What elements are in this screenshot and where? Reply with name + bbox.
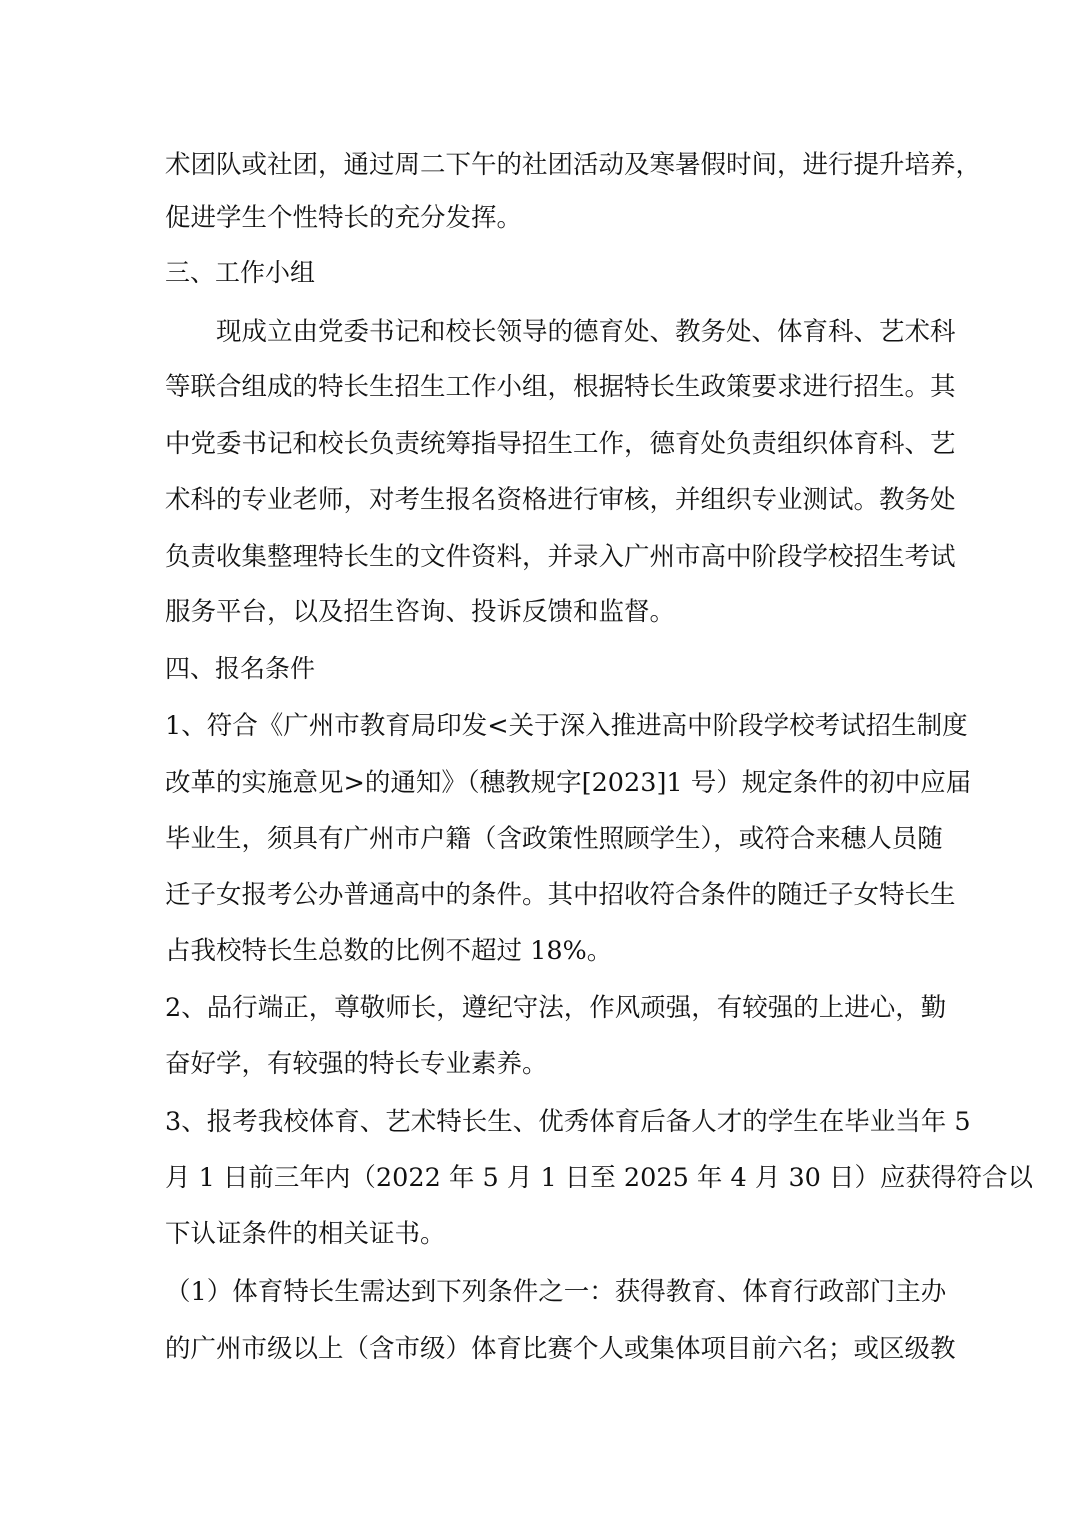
- paragraph-line: 负责收集整理特长生的文件资料，并录入广州市高中阶段学校招生考试: [165, 542, 956, 572]
- paragraph-line: 术团队或社团，通过周二下午的社团活动及寒暑假时间，进行提升培养，: [165, 150, 982, 180]
- paragraph-line: 中党委书记和校长负责统筹指导招生工作，德育处负责组织体育科、艺: [165, 429, 956, 459]
- paragraph-line: （1）体育特长生需达到下列条件之一：获得教育、体育行政部门主办: [165, 1277, 947, 1307]
- paragraph-line: 月 1 日前三年内（2022 年 5 月 1 日至 2025 年 4 月 30 日）应获得符合以: [165, 1163, 1034, 1193]
- paragraph-line: 占我校特长生总数的比例不超过 18%。: [165, 936, 613, 966]
- section-heading-work-group: 三、工作小组: [165, 258, 316, 287]
- paragraph-line: 术科的专业老师，对考生报名资格进行审核，并组织专业测试。教务处: [165, 485, 956, 515]
- paragraph-line: 下认证条件的相关证书。: [165, 1219, 446, 1249]
- paragraph-line: 奋好学，有较强的特长专业素养。: [165, 1049, 548, 1079]
- paragraph-line: 服务平台，以及招生咨询、投诉反馈和监督。: [165, 597, 676, 627]
- paragraph-line: 的广州市级以上（含市级）体育比赛个人或集体项目前六名；或区级教: [165, 1334, 956, 1364]
- paragraph-line: 3、报考我校体育、艺术特长生、优秀体育后备人才的学生在毕业当年 5: [165, 1107, 971, 1137]
- paragraph-line: 现成立由党委书记和校长领导的德育处、教务处、体育科、艺术科: [216, 317, 956, 347]
- paragraph-line: 毕业生，须具有广州市户籍（含政策性照顾学生），或符合来穗人员随: [165, 824, 943, 854]
- paragraph-line: 促进学生个性特长的充分发挥。: [165, 203, 523, 233]
- paragraph-line: 1、符合《广州市教育局印发<关于深入推进高中阶段学校考试招生制度: [165, 711, 968, 741]
- paragraph-line: 2、品行端正，尊敬师长，遵纪守法，作风顽强，有较强的上进心，勤: [165, 993, 947, 1023]
- paragraph-line: 迁子女报考公办普通高中的条件。其中招收符合条件的随迁子女特长生: [165, 880, 956, 910]
- paragraph-line: 改革的实施意见>的通知》（穗教规字[2023]1 号）规定条件的初中应届: [165, 768, 972, 798]
- paragraph-line: 等联合组成的特长生招生工作小组，根据特长生政策要求进行招生。其: [165, 372, 956, 402]
- section-heading-registration-conditions: 四、报名条件: [165, 654, 316, 683]
